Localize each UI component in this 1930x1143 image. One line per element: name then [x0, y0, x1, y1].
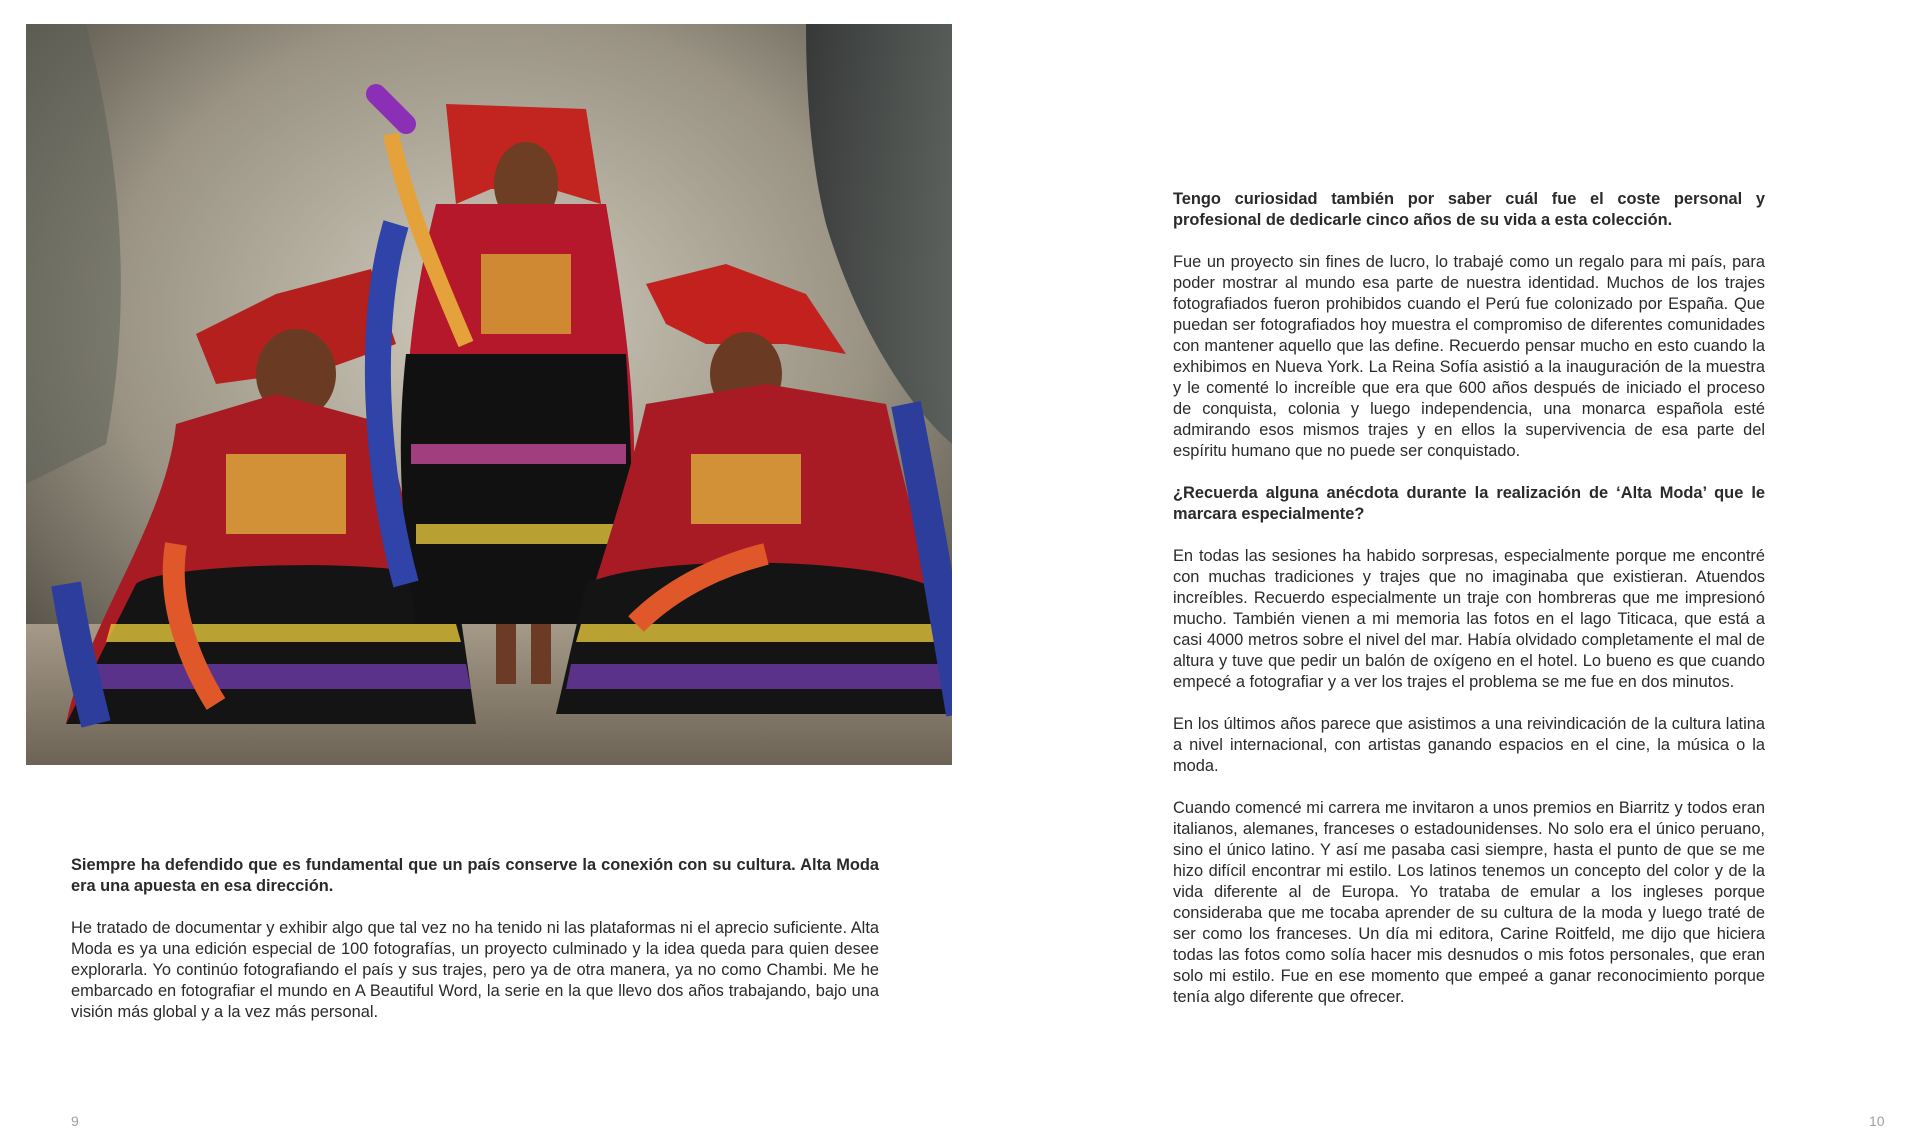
- right-page: [965, 0, 1930, 1143]
- answer-paragraph: En todas las sesiones ha habido sorpresas, especialmente porque me encontré con muchas tradiciones y trajes que no imaginaba que existieran. Atuendos increíbles. Recuerdo especialmente un traje con hombreras que me impresionó mucho. También vienen a mi memoria las fotos en el lago Titicaca, que está a casi 4000 metros sobre el nivel del mar. Había olvidado completamente el mal de altura y tuve que pedir un balón de oxígeno en el hotel. Lo bueno es que cuando empecé a fotografiar y a ver los trajes el problema se me fue en dos minutos.: [1173, 547, 1765, 691]
- answer-paragraph: Fue un proyecto sin fines de lucro, lo trabajé como un regalo para mi país, para poder mostrar al mundo esa parte de nuestra identidad. Muchos de los trajes fotografiados fueron prohibidos cuando el Perú fue colonizado por España. Que puedan ser fotografiados hoy muestra el compromiso de diferentes comunidades con mantener aquello que las define. Recuerdo pensar mucho en esto cuando la exhibimos en Nueva York. La Reina Sofía asistió a la inauguración de la muestra y le comenté lo increíble que era que 600 años después de iniciado el proceso de conquista, colonia y luego independencia, una monarca española esté admirando esos mismos trajes y en ellos la supervivencia de esa parte del espíritu humano que no puede ser conquistado.: [1173, 253, 1765, 460]
- question-paragraph: ¿Recuerda alguna anécdota durante la realización de ‘Alta Moda’ que le marcara especialmente?: [1173, 484, 1765, 523]
- question-paragraph: Siempre ha defendido que es fundamental que un país conserve la conexión con su cultura. Alta Moda era una apuesta en esa dirección.: [71, 856, 879, 895]
- right-article-text: [1173, 189, 1765, 1029]
- photo-illustration: [26, 24, 952, 765]
- answer-paragraph: He tratado de documentar y exhibir algo que tal vez no ha tenido ni las plataformas ni el aprecio suficiente. Alta Moda es ya una edición especial de 100 fotografías, un proyecto culminado y la idea queda para quien desee explorarla. Yo continúo fotografiando el país y sus trajes, pero ya de otra manera, ya no como Chambi. Me he embarcado en fotografiar el mundo en A Beautiful Word, la serie en la que llevo dos años trabajando, bajo una visión más global y a la vez más personal.: [71, 919, 879, 1021]
- answer-paragraph: Cuando comencé mi carrera me invitaron a unos premios en Biarritz y todos eran italianos, alemanes, franceses o estadounidenses. No solo era el único peruano, sino el único latino. Y así me pasaba casi siempre, hasta el punto de que se me hizo difícil encontrar mi estilo. Los latinos tenemos un concepto del color y de la vida diferente al de Europa. Yo trataba de emular a los ingleses porque consideraba que me tocaba aprender de su cultura de la moda y luego traté de ser como los franceses. Un día mi editora, Carine Roitfeld, me dijo que hiciera todas las fotos como solía hacer mis desnudos o mis fotos personales, que eran solo mi estilo. Fue en ese momento que empeé a ganar reconocimiento porque tenía algo diferente que ofrecer.: [1173, 799, 1765, 1006]
- page-number: 9: [71, 1113, 79, 1129]
- statement-paragraph: En los últimos años parece que asistimos a una reivindicación de la cultura latina a nivel internacional, con artistas ganando espacios en el cine, la música o la moda.: [1173, 715, 1765, 775]
- page-number: 10: [1869, 1113, 1885, 1129]
- left-article-text: [71, 855, 879, 1044]
- question-paragraph: Tengo curiosidad también por saber cuál fue el coste personal y profesional de dedicarle cinco años de su vida a esta colección.: [1173, 190, 1765, 229]
- photo-three-women-andean-dress: [26, 24, 952, 765]
